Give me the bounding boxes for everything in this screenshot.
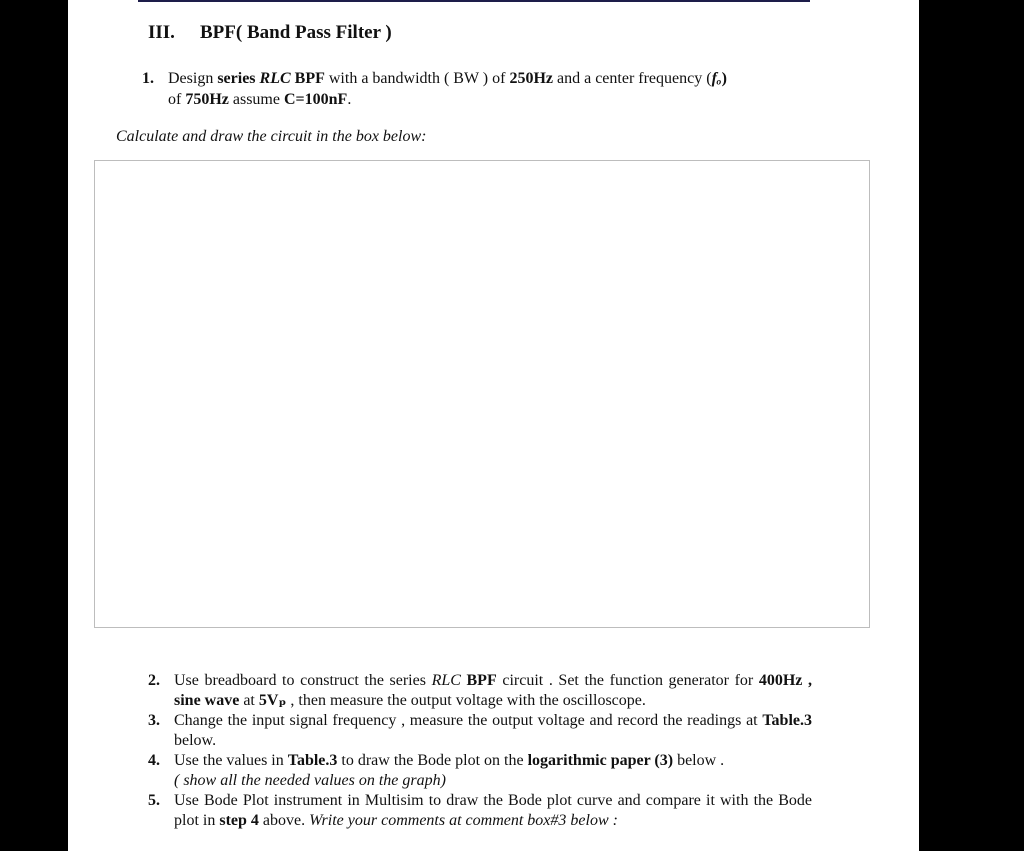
steps-list	[148, 671, 812, 831]
step-2: 2. Use breadboard to construct the series RLC BPF circuit . Set the function generator for 400Hz , sine wave at 5Vₚ , then measure the output voltage with the oscilloscope.	[148, 672, 812, 709]
step-3: 3. Change the input signal frequency , measure the output voltage and record the readings at Table.3 below.	[148, 712, 812, 749]
step-5: 5. Use Bode Plot instrument in Multisim to draw the Bode plot curve and compare it with the Bode plot in step 4 above. Write your comments at comment box#3 below :	[148, 792, 812, 829]
circuit-drawing-box[interactable]	[94, 160, 870, 628]
section-number: III.	[148, 22, 175, 43]
item-number: 1.	[142, 70, 154, 87]
step-number: 5.	[148, 792, 160, 809]
design-task-line2: of 750Hz assume C=100nF.	[168, 91, 352, 108]
document-page	[68, 0, 919, 851]
section-title: BPF( Band Pass Filter )	[200, 22, 392, 43]
top-rule	[138, 0, 810, 2]
step-number: 2.	[148, 672, 160, 689]
instruction-text: Calculate and draw the circuit in the box below:	[116, 128, 427, 145]
step-4-note: ( show all the needed values on the graph)	[174, 772, 446, 789]
design-task-line1: Design series RLC BPF with a bandwidth ( BW ) of 250Hz and a center frequency (fₒ)	[168, 70, 727, 87]
step-4: 4. Use the values in Table.3 to draw the Bode plot on the logarithmic paper (3) below . ( show all the needed values on the graph)	[148, 752, 725, 789]
design-task	[142, 68, 822, 110]
step-number: 4.	[148, 752, 160, 769]
step-number: 3.	[148, 712, 160, 729]
section-heading	[148, 22, 392, 44]
